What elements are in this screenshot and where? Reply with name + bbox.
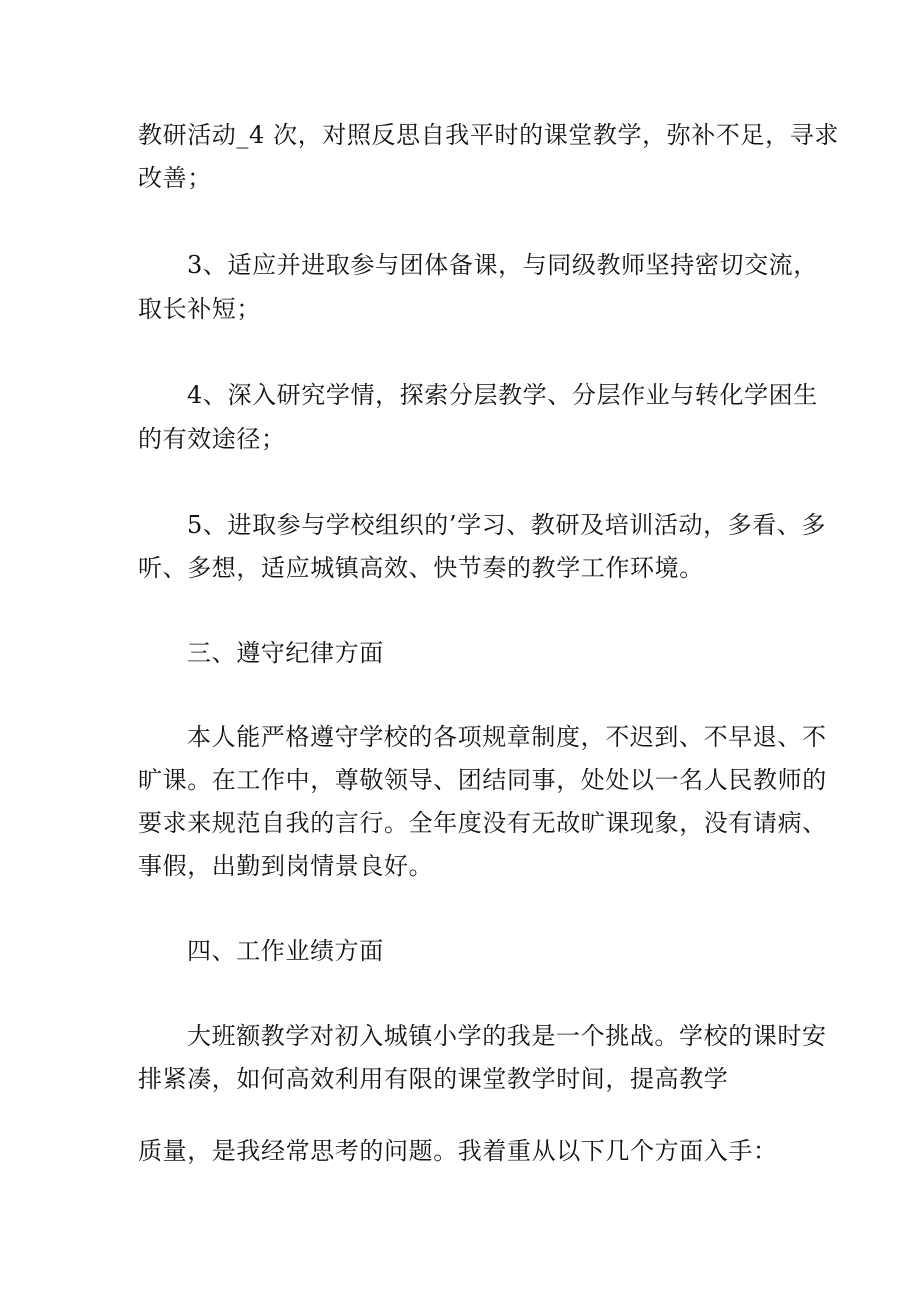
paragraph-performance-line: 大班额教学对初入城镇小学的我是一个挑战。学校的课时安 — [187, 1022, 827, 1050]
list-item-5-continuation: 听、多想，适应城镇高效、快节奏的教学工作环境。 — [138, 554, 704, 582]
paragraph-performance-line: 排紧凑，如何高效利用有限的课堂教学时间，提高教学 — [138, 1065, 729, 1093]
paragraph-discipline-line: 事假，出勤到岗情景良好。 — [138, 852, 434, 880]
list-item-4-line: 4、深入研究学情，探索分层教学、分层作业与转化学困生 — [187, 381, 818, 409]
paragraph-discipline-line: 本人能严格遵守学校的各项规章制度，不迟到、不早退、不 — [187, 723, 827, 751]
paragraph-discipline-line: 要求来规范自我的言行。全年度没有无故旷课现象，没有请病、 — [138, 809, 827, 837]
paragraph-performance-line: 质量，是我经常思考的问题。我着重从以下几个方面入手： — [138, 1137, 778, 1165]
paragraph-discipline-line: 旷课。在工作中，尊敬领导、团结同事，处处以一名人民教师的 — [138, 766, 827, 794]
section-heading-performance: 四、工作业绩方面 — [187, 937, 384, 965]
list-item-5-line: 5、进取参与学校组织的’学习、教研及培训活动，多看、多 — [187, 511, 827, 539]
list-item-4-continuation: 的有效途径； — [138, 425, 286, 453]
section-heading-discipline: 三、遵守纪律方面 — [187, 639, 384, 667]
list-item-3-line: 3、适应并进取参与团体备课，与同级教师坚持密切交流， — [187, 251, 818, 279]
text-line: 改善； — [138, 164, 212, 192]
text-line: 教研活动_4 次，对照反思自我平时的课堂教学，弥补不足，寻求 — [138, 121, 839, 149]
list-item-3-continuation: 取长补短； — [138, 295, 261, 323]
